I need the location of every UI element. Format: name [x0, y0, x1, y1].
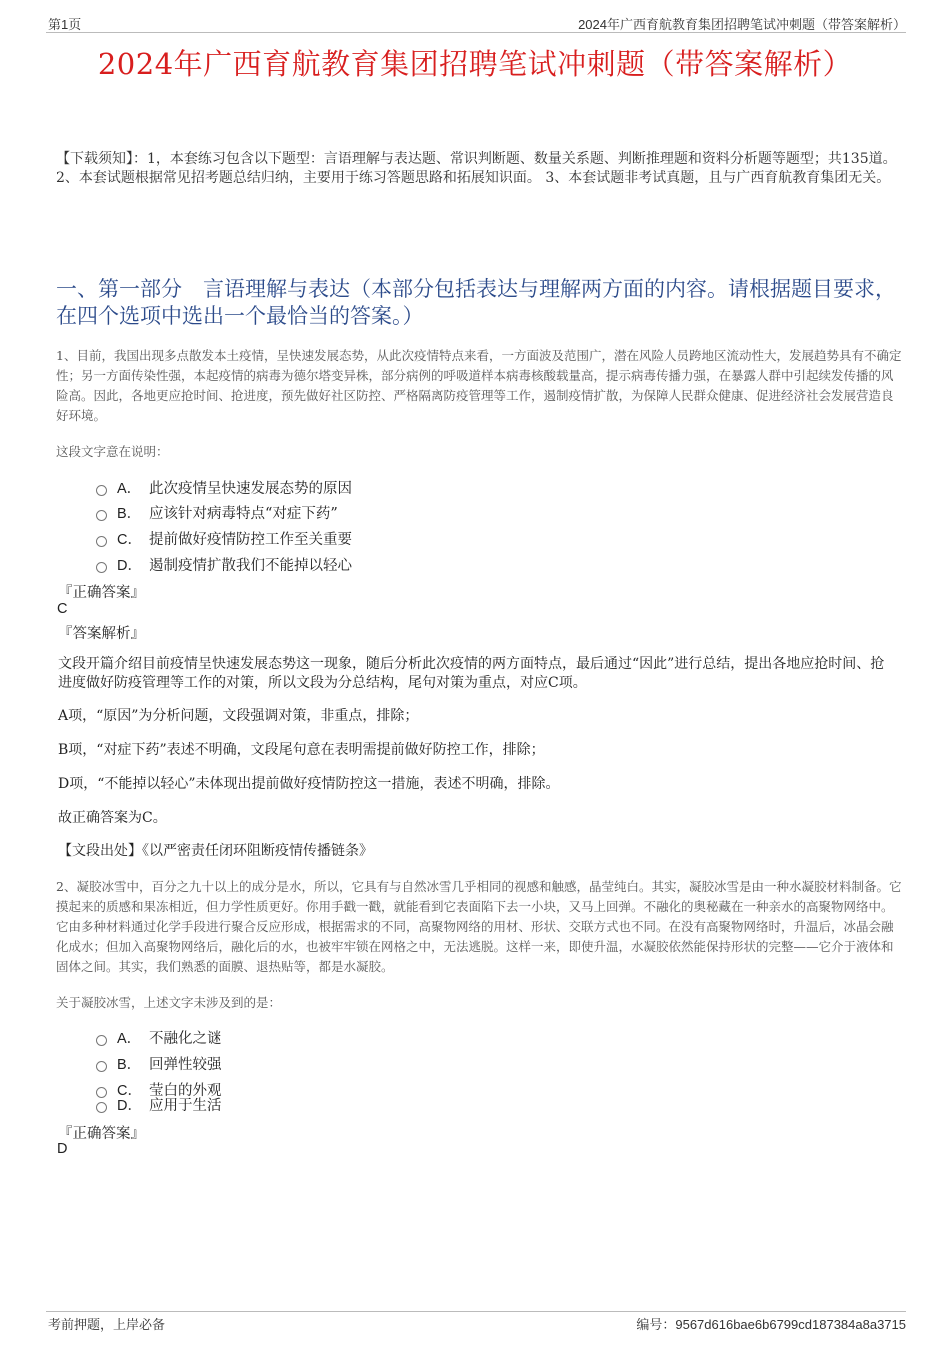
- question-1-analysis-summary: 文段开篇介绍目前疫情呈快速发展态势这一现象，随后分析此次疫情的两方面特点，最后通过“因此”进行总结，提出各地应抢时间、抢进度做好防疫管理等工作的对策，所以文段为分总结构，尾句对策为重点，对应C项。: [58, 656, 885, 691]
- option-letter: D．: [117, 558, 142, 574]
- question-1-analysis-label: 『答案解析』: [58, 626, 145, 642]
- option-text: 不融化之谜: [149, 1031, 222, 1047]
- option-text: 莹白的外观: [149, 1083, 222, 1099]
- question-2-answer: D: [57, 1141, 68, 1157]
- question-2-prompt: 关于凝胶冰雪，上述文字未涉及到的是：: [56, 995, 282, 1010]
- option-text: 应该针对病毒特点“对症下药”: [149, 506, 338, 522]
- question-1-answer: C: [57, 601, 68, 617]
- question-1-analysis-conclusion: 故正确答案为C。: [58, 810, 167, 826]
- question-1-option-d[interactable]: [96, 554, 352, 575]
- document-code: [636, 1314, 906, 1333]
- footer-slogan: 考前押题，上岸必备: [48, 1318, 166, 1333]
- question-1-prompt: 这段文字意在说明：: [56, 444, 169, 459]
- download-notice: 【下载须知】：1，本套练习包含以下题型：言语理解与表达题、常识判断题、数量关系题、判断推理题和资料分析题等题型；共135道。 2、本套试题根据常见招考题总结归纳，主要用于练习答题思路和拓展知识面。 3、本套试题非考试真题，且与广西育航教育集团无关。: [56, 151, 897, 186]
- question-1-option-a[interactable]: [96, 477, 352, 498]
- question-1-text: 1、目前，我国出现多点散发本土疫情，呈快速发展态势，从此次疫情特点来看，一方面波及范围广，潜在风险人员跨地区流动性大，发展趋势具有不确定性；另一方面传染性强，本起疫情的病毒为德尔塔变异株，部分病例的呼吸道样本病毒核酸载量高，提示病毒传播力强，在暴露人群中引起续发传播的风险高。因此，各地更应抢时间、抢进度，预先做好社区防控、严格隔离防疫管理等工作，遏制疫情扩散，为保障人民群众健康、促进经济社会发展营造良好环境。: [56, 348, 902, 423]
- radio-icon[interactable]: [96, 1035, 107, 1046]
- question-1-analysis-b: B项，“对症下药”表述不明确，文段尾句意在表明需提前做好防控工作，排除；: [58, 742, 545, 758]
- option-text: 回弹性较强: [149, 1057, 222, 1073]
- question-2-answer-label: 『正确答案』: [58, 1126, 145, 1142]
- question-1-analysis-d: D项，“不能掉以轻心”未体现出提前做好疫情防控这一措施，表述不明确，排除。: [58, 776, 560, 792]
- document-code-label: 编号：: [636, 1318, 676, 1333]
- option-text: 提前做好疫情防控工作至关重要: [149, 532, 352, 548]
- radio-icon[interactable]: [96, 485, 107, 496]
- option-letter: B．: [117, 506, 142, 522]
- radio-icon[interactable]: [96, 1102, 107, 1113]
- option-letter: C．: [117, 532, 142, 548]
- question-1-analysis-a: A项，“原因”为分析问题，文段强调对策，非重点，排除；: [58, 708, 419, 724]
- running-header-title: 2024年广西育航教育集团招聘笔试冲刺题（带答案解析）: [578, 17, 906, 32]
- question-2-option-d[interactable]: [96, 1094, 222, 1115]
- option-text: 此次疫情呈快速发展态势的原因: [149, 481, 352, 497]
- option-letter: A．: [117, 481, 142, 497]
- option-text: 遏制疫情扩散我们不能掉以轻心: [149, 558, 352, 574]
- document-title: 2024年广西育航教育集团招聘笔试冲刺题（带答案解析）: [97, 47, 853, 81]
- question-1-source: 【文段出处】《以严密责任闭环阻断疫情传播链条》: [58, 843, 373, 859]
- option-letter: A．: [117, 1031, 142, 1047]
- option-letter: B．: [117, 1057, 142, 1073]
- radio-icon[interactable]: [96, 510, 107, 521]
- question-2-option-b[interactable]: [96, 1053, 222, 1074]
- question-2-option-a[interactable]: [96, 1027, 222, 1048]
- radio-icon[interactable]: [96, 1061, 107, 1072]
- option-letter: C．: [117, 1083, 142, 1099]
- footer-divider: [46, 1311, 906, 1312]
- question-2-text: 2、凝胶冰雪中，百分之九十以上的成分是水，所以，它具有与自然冰雪几乎相同的视感和触感，晶莹纯白。其实，凝胶冰雪是由一种水凝胶材料制备。它摸起来的质感和果冻相近，但力学性质更好。你用手戳一戳，就能看到它表面陷下去一小块，又马上回弹。不融化的奥秘藏在一种亲水的高聚物网络中。它由多种材料通过化学手段进行聚合反应形成，根据需求的不同，高聚物网络的用材、形状、交联方式也不同。在没有高聚物网络时，升温后，冰晶会融化成水；但加入高聚物网络后，融化后的水，也被牢牢锁在网格之中，无法逃脱。这样一来，即使升温，水凝胶依然能保持形状的完整——它介于液体和固体之间。其实，我们熟悉的面膜、退热贴等，都是水凝胶。: [56, 879, 902, 974]
- question-1-option-b[interactable]: [96, 502, 338, 523]
- section-heading: 一、第一部分 言语理解与表达（本部分包括表达与理解两方面的内容。请根据题目要求，在四个选项中选出一个最恰当的答案。）: [56, 277, 896, 328]
- radio-icon[interactable]: [96, 562, 107, 573]
- option-letter: D．: [117, 1098, 142, 1114]
- option-text: 应用于生活: [149, 1098, 222, 1114]
- document-code-value: 9567d616bae6b6799cd187384a8a3715: [675, 1317, 906, 1332]
- page-number: 第1页: [48, 17, 82, 32]
- question-1-option-c[interactable]: [96, 528, 352, 549]
- radio-icon[interactable]: [96, 536, 107, 547]
- question-1-answer-label: 『正确答案』: [58, 585, 145, 601]
- header-divider: [46, 32, 906, 33]
